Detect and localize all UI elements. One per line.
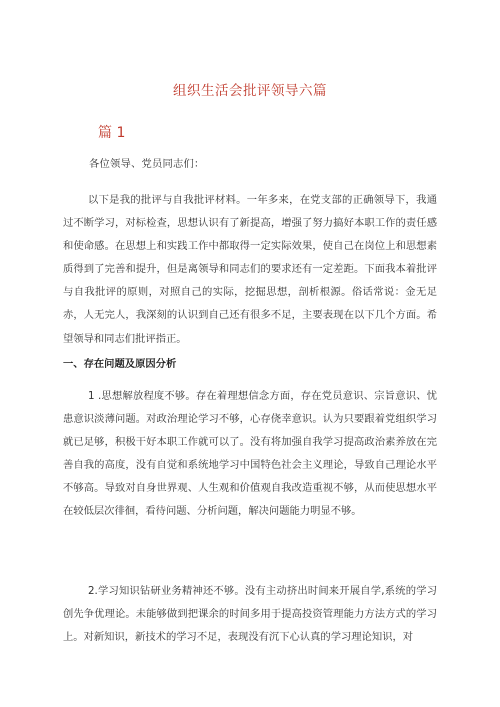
issue-paragraph-1: 1 .思想解放程度不够。存在着理想信念方面，存在党员意识、宗旨意识、忧患意识淡薄问题。对政治理论学习不够，心存侥幸意识。认为只要跟着党组织学习就已足够，积极干好本职工作就可以了。没有将加强自我学习提高政治素养放在完善自我的高度，没有自觉和系统地学习中国特色社会主义理论，导致自己理论水平不够高。导致对自身世界观、人生观和价值观自我改造重视不够，从而使思想水平在较低层次徘徊，看待问题、分析问题，解决问题能力明显不够。 (63, 390, 437, 518)
greeting: 各位领导、党员同志们： (89, 158, 205, 170)
section-heading: 一、存在问题及原因分析 (63, 358, 177, 370)
section-label: 篇 1 (98, 125, 126, 141)
issue-paragraph-2: 2.学习知识钻研业务精神还不够。没有主动挤出时间来开展自学,系统的学习创先争优理论。未能够做到把课余的时间多用于提高投资管理能力方法方式的学习上。对新知识，新技术的学习不足，表现没有沉下心认真的学习理论知识，对 (63, 585, 437, 644)
document-title: 组织生活会批评领导六篇 (173, 83, 327, 99)
intro-paragraph: 以下是我的批评与自我批评材料。一年多来，在党支部的正确领导下，我通过不断学习，对标检查，思想认识有了新提高，增强了努力搞好本职工作的责任感和使命感。在思想上和实践工作中都取得一定实际效果，使自己在岗位上和思想素质得到了完善和提升，但是离领导和同志们的要求还有一定差距。下面我本着批评与自我批评的原则，对照自己的实际，挖掘思想，剖析根源。俗话常说：金无足赤，人无完人，我深刻的认识到自己还有很多不足，主要表现在以下几个方面。希望领导和同志们批评指正。 (63, 194, 437, 345)
